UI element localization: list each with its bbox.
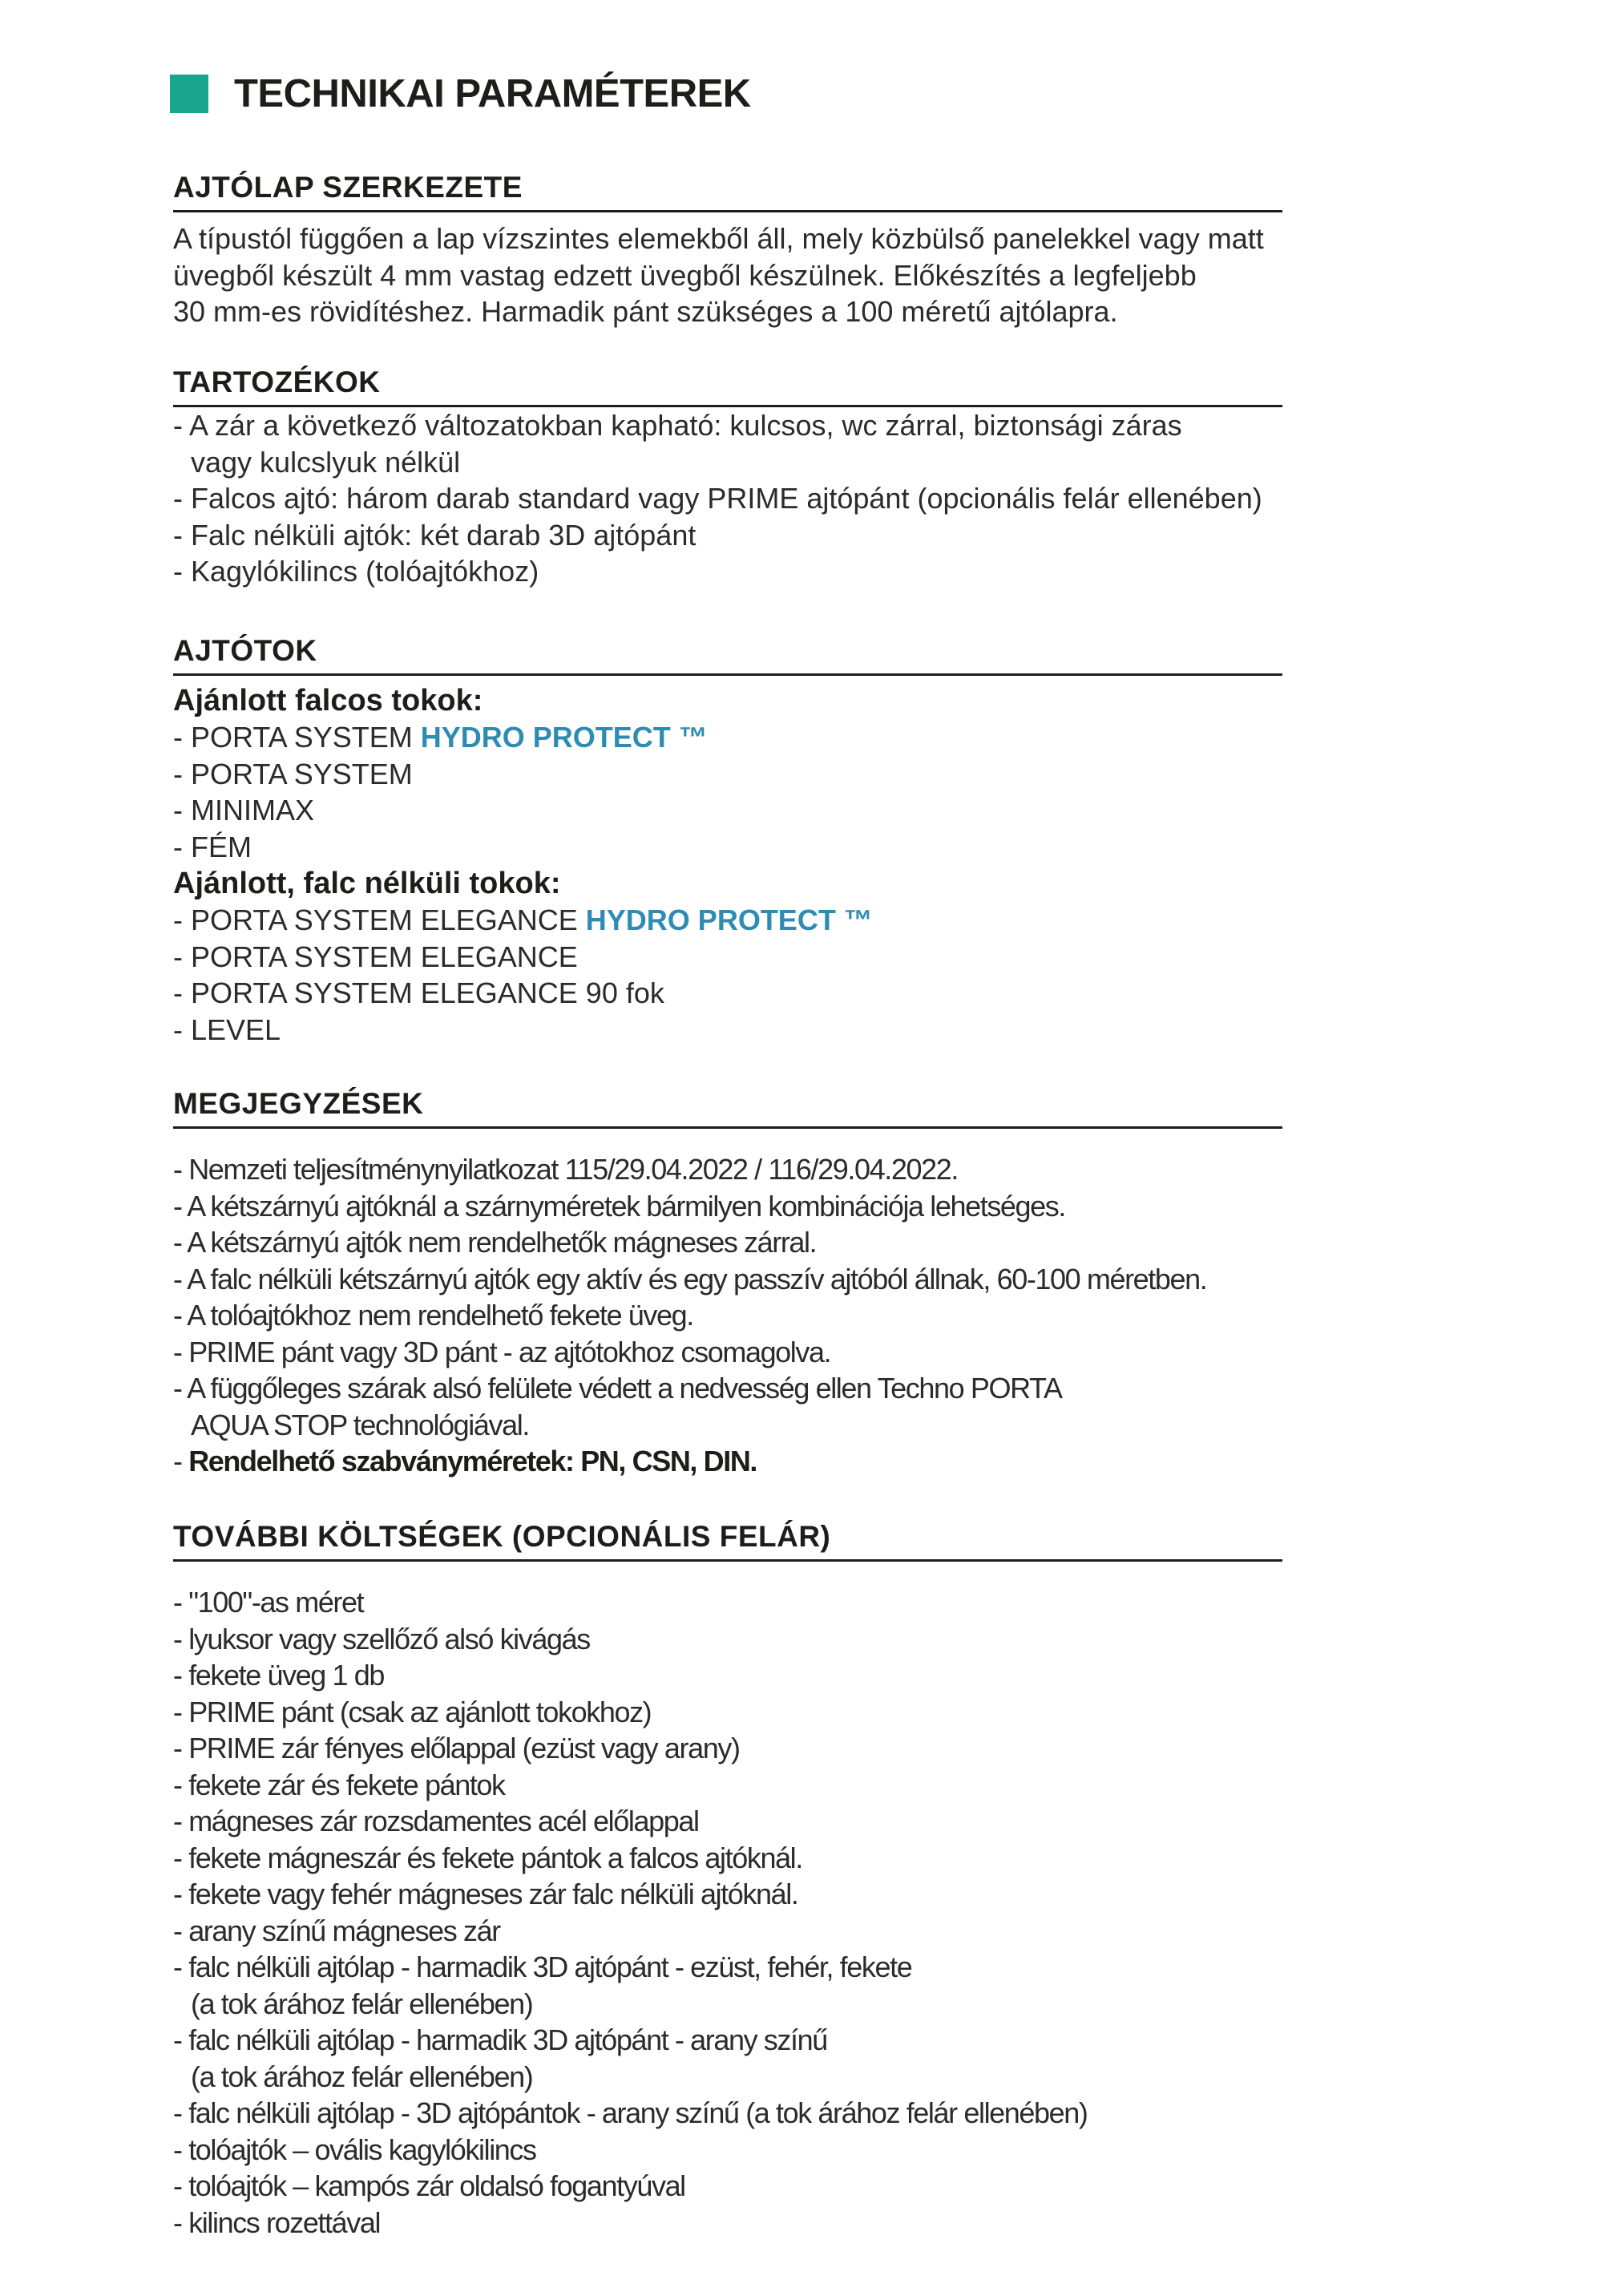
list-item: - A kétszárnyú ajtók nem rendelhetők mágneses zárral.: [173, 1226, 817, 1259]
list-item: - tolóajtók – kampós zár oldalsó fogantyúval: [173, 2169, 685, 2202]
list-item: - arany színű mágneses zár: [173, 1914, 500, 1947]
notes-list: [173, 1151, 1282, 1480]
list-item: [173, 975, 1282, 1012]
frame-name: - FÉM: [173, 830, 252, 863]
list-item: (a tok árához felár ellenében): [191, 1987, 533, 2020]
section-extras: [173, 1519, 1282, 2241]
structure-line: A típustól függően a lap vízszintes elemekből áll, mely közbülső panelekkel vagy matt: [173, 222, 1264, 255]
list-item: [173, 829, 1282, 866]
list-item: - Kagylókilincs (tolóajtókhoz): [173, 555, 539, 588]
section-heading-notes: MEGJEGYZÉSEK: [173, 1086, 1282, 1129]
list-item: - fekete vagy fehér mágneses zár falc nélküli ajtóknál.: [173, 1878, 798, 1910]
section-heading-accessories: TARTOZÉKOK: [173, 365, 1282, 407]
rebated-frames-title: Ajánlott falcos tokok:: [173, 684, 483, 718]
section-notes: [173, 1086, 1282, 1480]
list-item: - Nemzeti teljesítménynyilatkozat 115/29.04.2022 / 116/29.04.2022.: [173, 1153, 958, 1186]
list-item: - PRIME zár fényes előlappal (ezüst vagy arany): [173, 1732, 740, 1764]
list-item: [173, 756, 1282, 793]
extras-list: [173, 1584, 1282, 2241]
standard-sizes-note: Rendelhető szabványméretek: PN, CSN, DIN.: [188, 1445, 757, 1477]
rebated-frames-list: [173, 719, 1282, 865]
frame-name: - PORTA SYSTEM ELEGANCE: [173, 903, 586, 936]
flush-frames-title: Ajánlott, falc nélküli tokok:: [173, 867, 561, 900]
list-item: - fekete üveg 1 db: [173, 1659, 384, 1692]
frame-name: - MINIMAX: [173, 794, 314, 827]
list-item: - falc nélküli ajtólap - harmadik 3D ajtópánt - ezüst, fehér, fekete: [173, 1950, 912, 1983]
frame-name: - PORTA SYSTEM ELEGANCE 90 fok: [173, 976, 664, 1009]
structure-description: [173, 220, 1282, 330]
frame-name: - PORTA SYSTEM: [173, 721, 421, 754]
list-item: - "100"-as méret: [173, 1586, 364, 1619]
list-item: - A falc nélküli kétszárnyú ajtók egy aktív és egy passzív ajtóból állnak, 60-100 méretben.: [173, 1262, 1207, 1296]
section-heading-structure: AJTÓLAP SZERKEZETE: [173, 170, 1282, 212]
list-item: - falc nélküli ajtólap - 3D ajtópántok - arany színű (a tok árához felár ellenében): [173, 2096, 1088, 2129]
frame-name: - LEVEL: [173, 1013, 281, 1046]
list-item: - A függőleges szárak alsó felülete védett a nedvesség ellen Techno PORTA: [173, 1372, 1062, 1405]
list-item: [173, 902, 1282, 939]
accessories-list: [173, 407, 1282, 590]
section-heading-frames: AJTÓTOK: [173, 633, 1282, 676]
list-item: [173, 719, 1282, 756]
list-item: (a tok árához felár ellenében): [191, 2060, 533, 2093]
list-item: - mágneses zár rozsdamentes acél előlappal: [173, 1805, 699, 1837]
list-item: AQUA STOP technológiával.: [191, 1408, 529, 1441]
list-item: - Rendelhető szabványméretek: PN, CSN, DIN.: [173, 1445, 757, 1477]
hydro-protect-label: HYDRO PROTECT ™: [420, 721, 708, 754]
page-title: TECHNIKAI PARAMÉTEREK: [234, 72, 751, 115]
list-item: - Falc nélküli ajtók: két darab 3D ajtópánt: [173, 518, 697, 552]
section-heading-extras: TOVÁBBI KÖLTSÉGEK (OPCIONÁLIS FELÁR): [173, 1519, 1282, 1562]
accent-square-icon: [170, 75, 208, 113]
list-item: [173, 1012, 1282, 1049]
frame-name: - PORTA SYSTEM: [173, 757, 413, 790]
list-item: [173, 792, 1282, 829]
flush-frames-list: [173, 902, 1282, 1048]
list-item: vagy kulcslyuk nélkül: [191, 445, 461, 479]
section-structure: [173, 170, 1282, 330]
list-item: - A zár a következő változatokban kapható: kulcsos, wc zárral, biztonsági záras: [173, 409, 1182, 442]
list-item: [173, 939, 1282, 976]
section-frames: [173, 633, 1282, 1048]
list-item: - fekete mágneszár és fekete pántok a falcos ajtóknál.: [173, 1841, 802, 1874]
frame-name: - PORTA SYSTEM ELEGANCE: [173, 940, 578, 973]
list-item: - fekete zár és fekete pántok: [173, 1768, 505, 1801]
list-item: - falc nélküli ajtólap - harmadik 3D ajtópánt - arany színű: [173, 2023, 827, 2056]
list-item: - Falcos ajtó: három darab standard vagy PRIME ajtópánt (opcionális felár ellenében): [173, 482, 1262, 515]
list-item: - A kétszárnyú ajtóknál a szárnyméretek bármilyen kombinációja lehetséges.: [173, 1189, 1065, 1223]
hydro-protect-label: HYDRO PROTECT ™: [585, 903, 873, 936]
list-item: - PRIME pánt vagy 3D pánt - az ajtótokhoz csomagolva.: [173, 1335, 831, 1368]
section-accessories: [173, 365, 1282, 590]
page-header: [170, 74, 751, 114]
list-item: - kilincs rozettával: [173, 2205, 381, 2239]
structure-line: 30 mm-es rövidítéshez. Harmadik pánt szükséges a 100 méretű ajtólapra.: [173, 295, 1118, 328]
list-item: - A tolóajtókhoz nem rendelhető fekete üveg.: [173, 1299, 693, 1332]
list-item: - PRIME pánt (csak az ajánlott tokokhoz): [173, 1695, 652, 1728]
list-item: - tolóajtók – ovális kagylókilincs: [173, 2132, 536, 2166]
list-item: - lyuksor vagy szellőző alsó kivágás: [173, 1622, 590, 1655]
structure-line: üvegből készült 4 mm vastag edzett üvegből készülnek. Előkészítés a legfeljebb: [173, 258, 1197, 292]
